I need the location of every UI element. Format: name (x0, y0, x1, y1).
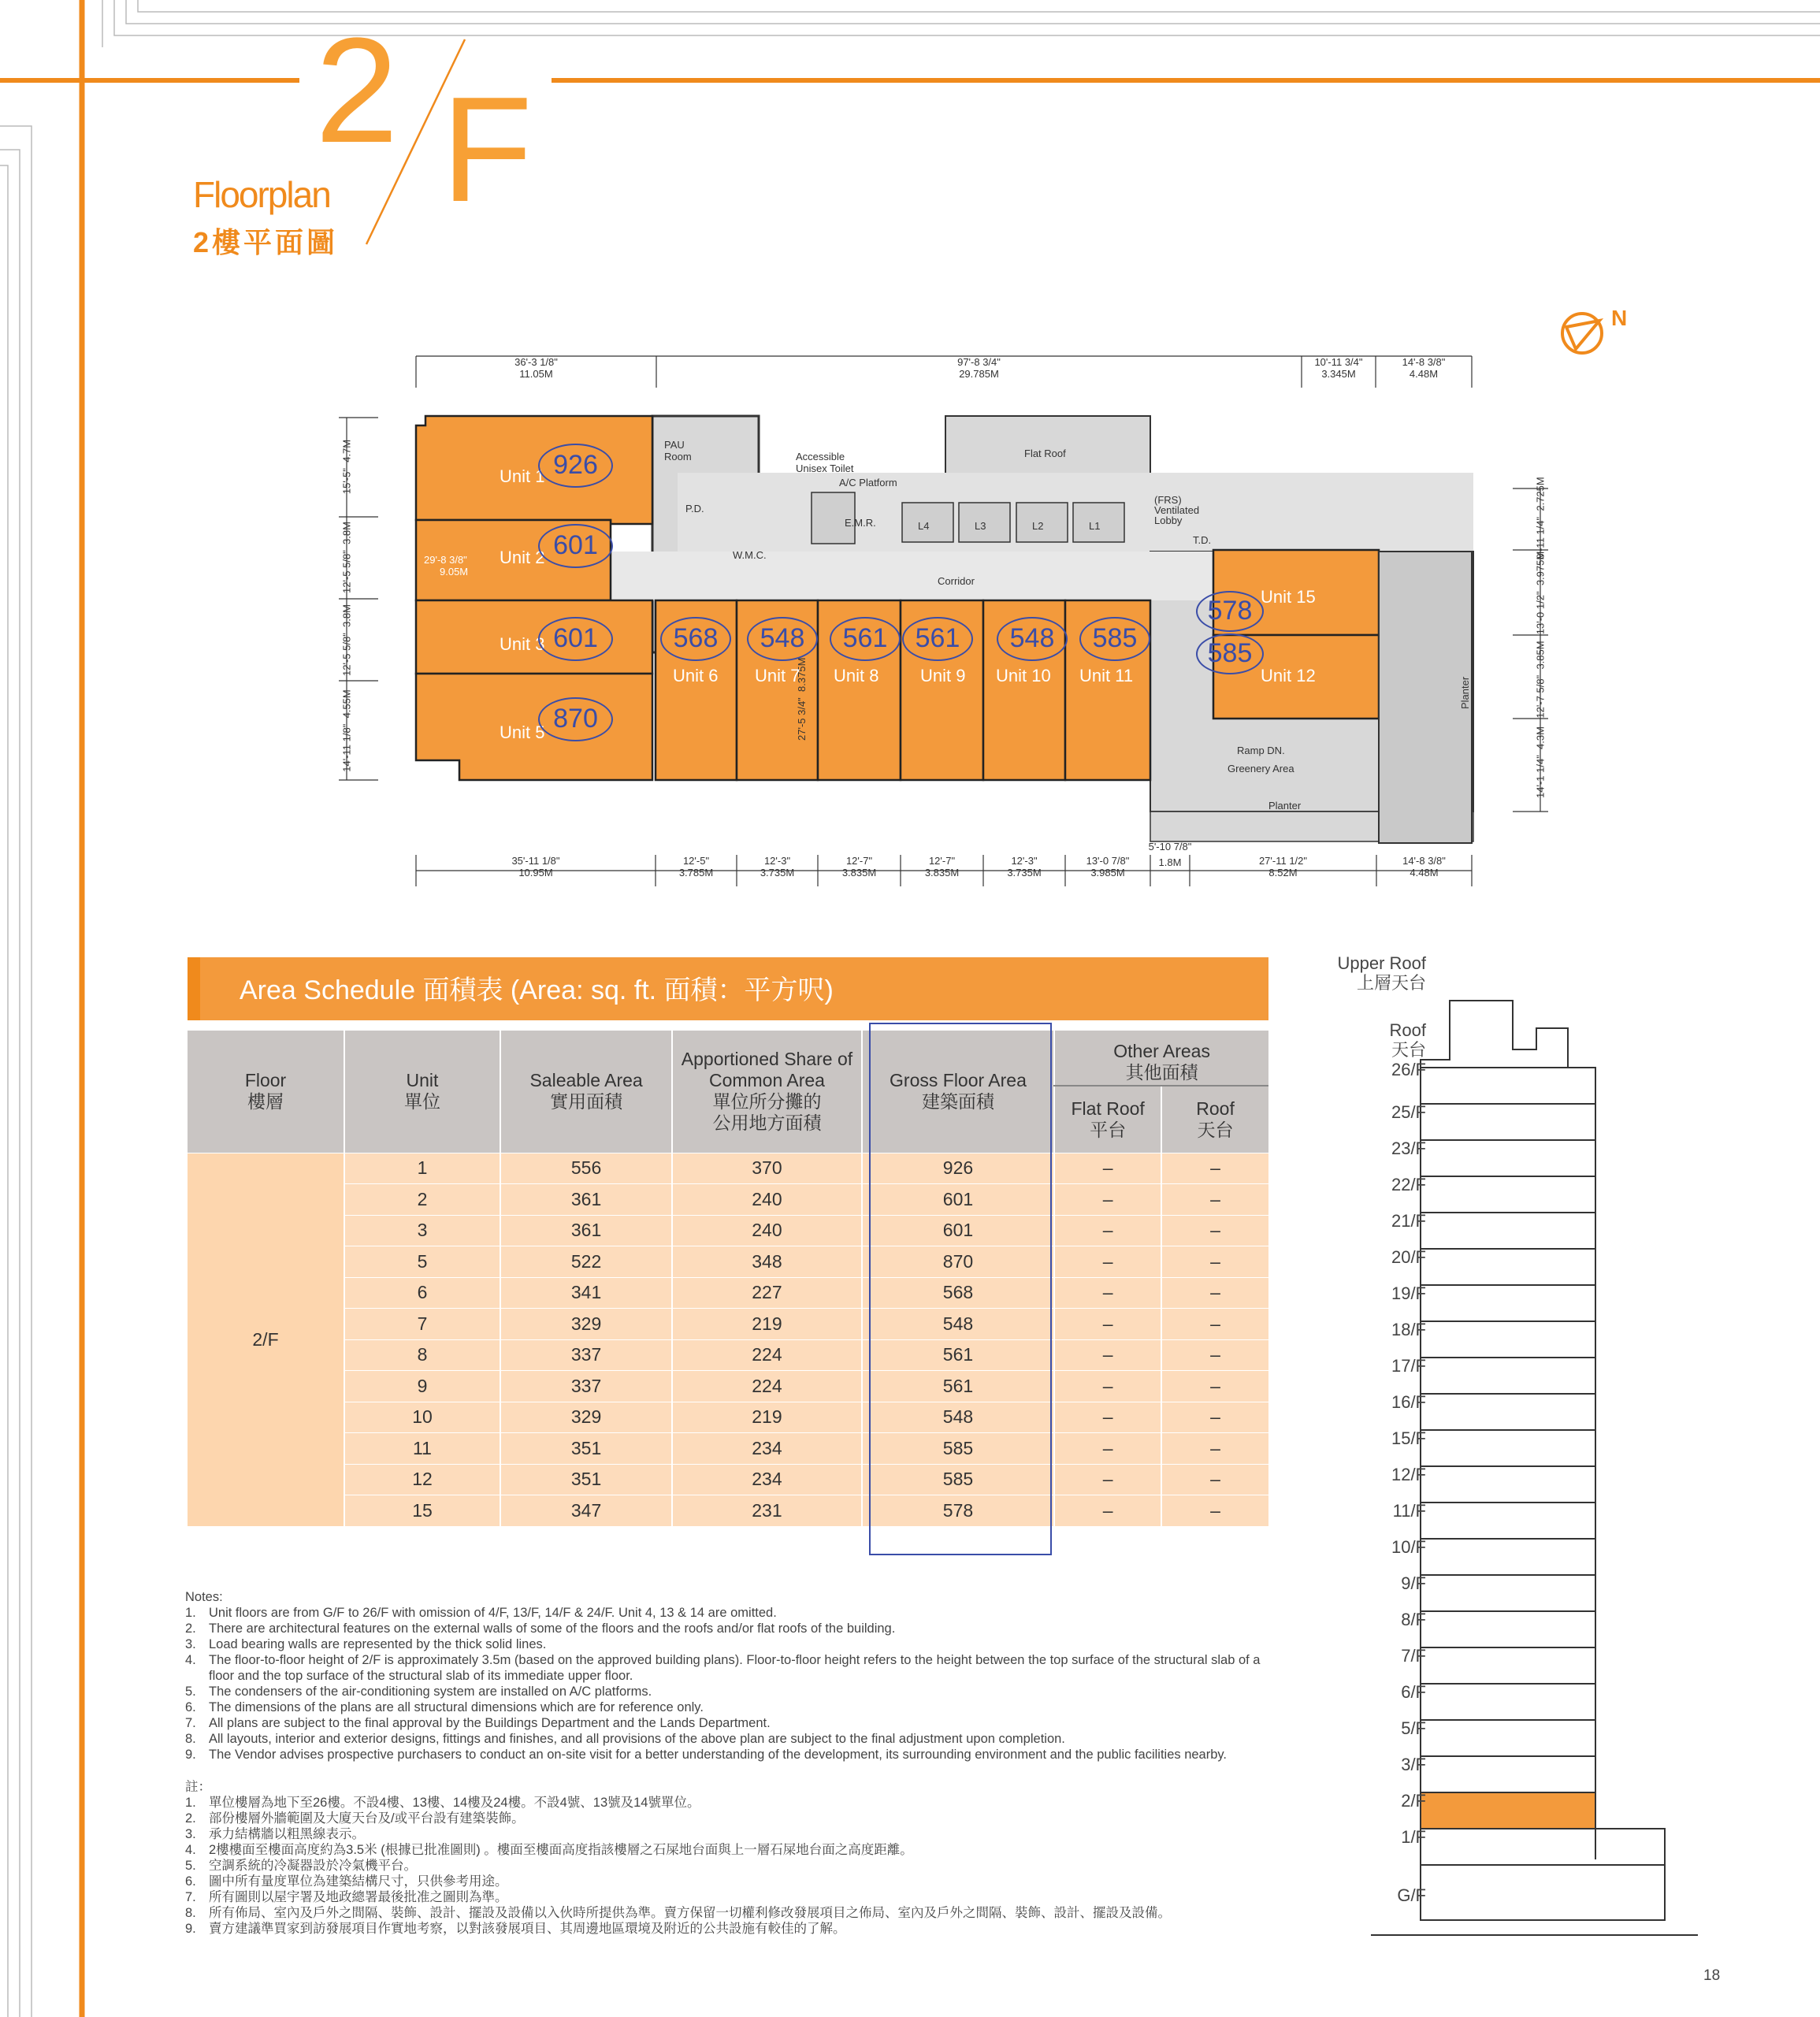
roof-label: Roof 天台 (1389, 1020, 1426, 1060)
section-floor-label: 7/F (1401, 1646, 1426, 1666)
left-dim-2: 12'-5 5/8" 3.8M (340, 522, 353, 593)
gfa-cell: 578 (862, 1495, 1055, 1526)
note-item-zh: 承力結構牆以粗黑線表示。 (209, 1827, 365, 1841)
section-floor-label: 26/F (1391, 1060, 1426, 1079)
apportioned-cell: 370 (672, 1153, 861, 1184)
gfa-cell: 568 (862, 1277, 1055, 1309)
section-floor-label: 5/F (1401, 1718, 1426, 1738)
apportioned-cell: 224 (672, 1339, 861, 1371)
section-floor-label: 20/F (1391, 1247, 1426, 1267)
section-floor-23f (1421, 1140, 1595, 1176)
top-dim-4: 14'-8 3/8" 4.48M (1402, 356, 1446, 380)
left-dim-4: 14'-11 1/8" 4.55M (340, 689, 353, 772)
planter-right-label: Planter (1459, 676, 1471, 709)
saleable-cell: 351 (500, 1433, 672, 1465)
roof-cell: – (1161, 1184, 1268, 1216)
gfa-cell: 585 (862, 1433, 1055, 1465)
lift-l4-label: L4 (918, 520, 930, 532)
table-row (188, 1339, 1268, 1371)
section-floor-label: 15/F (1391, 1428, 1426, 1448)
bottom-dim-6: 12'-3" 3.735M (1007, 855, 1042, 878)
unit-9-label: Unit 9 (920, 666, 966, 685)
note-item: The floor-to-floor height of 2/F is approximately 3.5m (based on the approved building plans). Floor-to-floor height refers to the height between the top surface of the structural slab of a floor and the top surface of the structural slab of its immediate upper floor. (209, 1653, 1261, 1683)
gfa-oval-unit-3: 601 (538, 617, 613, 661)
section-floor-16f (1421, 1394, 1595, 1430)
gfa-cell: 870 (862, 1246, 1055, 1278)
note-item: There are architectural features on the external walls of some of the floors and the roofs and/or flat roofs of the building. (209, 1621, 896, 1636)
floor-cell: 2/F (188, 1153, 344, 1526)
table-row (188, 1495, 1268, 1526)
right-dim-4: 14'-1 1/4" 4.3M (1534, 726, 1547, 798)
bottom-dim-5: 12'-7" 3.835M (924, 855, 960, 878)
floor-number-big: 2 (315, 7, 399, 174)
roof-cell: – (1161, 1464, 1268, 1495)
unit-cell: 12 (344, 1464, 500, 1495)
table-row (188, 1153, 1268, 1184)
bottom-dim-7: 13'-0 7/8" 3.985M (1086, 855, 1130, 878)
flat-roof-cell: – (1054, 1153, 1161, 1184)
note-item: Unit floors are from G/F to 26/F with omission of 4/F, 13/F, 14/F & 24/F. Unit 4, 13 & 14 are omitted. (209, 1606, 777, 1620)
gfa-oval-unit-6: 568 (660, 617, 731, 661)
table-row (188, 1184, 1268, 1216)
section-floor-26f (1421, 1068, 1595, 1104)
area-schedule-title: Area Schedule 面積表 (Area: sq. ft. 面積：平方呎) (240, 975, 834, 1005)
section-floor-15f (1421, 1430, 1595, 1466)
section-floor-label: 8/F (1401, 1610, 1426, 1629)
unit-cell: 15 (344, 1495, 500, 1526)
lift-l3-label: L3 (975, 520, 986, 532)
saleable-cell: 556 (500, 1153, 672, 1184)
col-roof: Roof 天台 (1161, 1086, 1268, 1153)
unit-2-label: Unit 2 (500, 548, 545, 567)
note-item: Load bearing walls are represented by the thick solid lines. (209, 1637, 547, 1651)
section-floor-label: 6/F (1401, 1682, 1426, 1702)
col-gfa: Gross Floor Area 建築面積 (862, 1031, 1055, 1153)
flat-roof-cell: – (1054, 1371, 1161, 1402)
gfa-oval-unit-7: 548 (747, 617, 818, 661)
section-floor-label: 1/F (1401, 1827, 1426, 1847)
apportioned-cell: 219 (672, 1402, 861, 1433)
notes-zh: 註： 1. 單位樓層為地下至26樓。不設4樓、13樓、14樓及24樓。不設4號、13號及14號單位。 2. 部份樓層外牆範圍及大廈天台及/或平台設有建築裝飾。 3. 承力結構牆以粗黑線表示。 4. 2樓樓面至樓面高度約為3.5米 (根據已批准圖則) 。樓面至樓面高度指該樓層之石屎地台面與上一層石屎地台面之高度距離。 5. 空調系統的冷凝器設於冷氣機平台。 6. 圖中所有量度單位為建築結構尺寸，只供參考用途。 7. 所有圖則以屋宇署及地政總署最後批准之圖則為準。 8. 所有佈局、室內及戶外之間隔、裝飾、設計、擺設及設備以入伙時所提供為準。賣方保留一切權利修改發展項目之佈局、室內及戶外之間隔、裝飾、設計、擺設及設備。 9. 賣方建議準買家到訪發展項目作實地考察，以對該發展項目、其周邊地區環境及附近的公共設施有較佳的了解。 (185, 1779, 1272, 1937)
section-floor-label: 17/F (1391, 1356, 1426, 1376)
flat-roof-cell: – (1054, 1339, 1161, 1371)
section-floor-19f (1421, 1285, 1595, 1321)
col-apportioned: Apportioned Share of Common Area 單位所分攤的 公用地方面積 (672, 1031, 861, 1153)
roof-cell: – (1161, 1433, 1268, 1465)
gfa-cell: 548 (862, 1402, 1055, 1433)
right-dim-2: 13'-0 1/2" 3.975M (1534, 551, 1547, 635)
section-floor-label: 23/F (1391, 1139, 1426, 1158)
unit8-dim-label: 27'-5 3/4" 8.375M (796, 657, 808, 741)
gfa-oval-unit-10: 548 (997, 617, 1068, 661)
unit-cell: 11 (344, 1433, 500, 1465)
col-unit: Unit 單位 (344, 1031, 500, 1153)
section-floor-label: 25/F (1391, 1102, 1426, 1122)
flat-roof-cell: – (1054, 1495, 1161, 1526)
saleable-cell: 329 (500, 1402, 672, 1433)
gfa-oval-unit-11: 585 (1079, 617, 1150, 661)
col-saleable: Saleable Area 實用面積 (500, 1031, 672, 1153)
toilet-label: Accessible Unisex Toilet (796, 451, 854, 474)
unit-11-label: Unit 11 (1079, 666, 1134, 685)
section-floor-3f (1421, 1756, 1595, 1792)
wmc-label: W.M.C. (733, 549, 767, 561)
pau-room-label: PAU Room (664, 439, 692, 462)
col-other-areas: Other Areas 其他面積 (1054, 1031, 1268, 1086)
section-floor-22f (1421, 1176, 1595, 1213)
col-flat-roof: Flat Roof 平台 (1054, 1086, 1161, 1153)
table-row (188, 1215, 1268, 1246)
notes-heading: Notes: (185, 1590, 223, 1604)
flat-roof-cell: – (1054, 1464, 1161, 1495)
corridor-label: Corridor (938, 575, 975, 587)
section-floor-6f (1421, 1684, 1595, 1720)
lift-l1-label: L1 (1089, 520, 1101, 532)
saleable-cell: 329 (500, 1309, 672, 1340)
table-row (188, 1371, 1268, 1402)
saleable-cell: 522 (500, 1246, 672, 1278)
apportioned-cell: 227 (672, 1277, 861, 1309)
table-row (188, 1464, 1268, 1495)
bottom-dim-8: 5'-10 7/8" 1.8M (1148, 841, 1192, 868)
section-floor-20f (1421, 1249, 1595, 1285)
flat-roof-label: Flat Roof (1024, 448, 1066, 459)
floorplan-title-en: Floorplan (193, 174, 330, 215)
bottom-dim-10: 14'-8 3/8" 4.48M (1402, 855, 1446, 878)
saleable-cell: 341 (500, 1277, 672, 1309)
north-label: N (1611, 306, 1628, 330)
unit-10-label: Unit 10 (996, 666, 1051, 685)
section-floor-10f (1421, 1539, 1595, 1575)
note-item-zh: 空調系統的冷凝器設於冷氣機平台。 (209, 1859, 417, 1873)
note-item-zh: 賣方建議準買家到訪發展項目作實地考察，以對該發展項目、其周邊地區環境及附近的公共設施有較佳的了解。 (209, 1922, 846, 1936)
saleable-cell: 337 (500, 1371, 672, 1402)
flat-roof-cell: – (1054, 1433, 1161, 1465)
ramp-label: Ramp DN. (1237, 745, 1285, 756)
flat-roof-cell: – (1054, 1215, 1161, 1246)
area-schedule-table (188, 1031, 1268, 1526)
saleable-cell: 351 (500, 1464, 672, 1495)
ac-platform-label: A/C Platform (839, 477, 897, 488)
section-floor-11f (1421, 1503, 1595, 1539)
section-floor-label: 9/F (1401, 1573, 1426, 1593)
gfa-cell: 561 (862, 1339, 1055, 1371)
saleable-cell: 361 (500, 1215, 672, 1246)
planter-bottom-label: Planter (1268, 800, 1302, 812)
section-floor-7f (1421, 1647, 1595, 1684)
section-floor-label: 12/F (1391, 1465, 1426, 1484)
section-floor-label: 3/F (1401, 1755, 1426, 1774)
table-row (188, 1433, 1268, 1465)
right-dim-1: 8'-11 1/4" 2.725M (1534, 477, 1547, 559)
section-floor-25f (1421, 1104, 1595, 1140)
roof-cell: – (1161, 1495, 1268, 1526)
apportioned-cell: 224 (672, 1371, 861, 1402)
apportioned-cell: 219 (672, 1309, 861, 1340)
lift-l2-label: L2 (1032, 520, 1044, 532)
gfa-oval-unit-9: 561 (902, 617, 973, 661)
roof-cell: – (1161, 1309, 1268, 1340)
roof-cell: – (1161, 1153, 1268, 1184)
gfa-column-highlight (869, 1023, 1052, 1555)
table-row (188, 1277, 1268, 1309)
gfa-cell: 601 (862, 1184, 1055, 1216)
col-floor: Floor 樓層 (188, 1031, 344, 1153)
unit-cell: 8 (344, 1339, 500, 1371)
unit-cell: 10 (344, 1402, 500, 1433)
td-label: T.D. (1193, 534, 1212, 546)
apportioned-cell: 240 (672, 1215, 861, 1246)
section-floor-label: 19/F (1391, 1283, 1426, 1303)
note-item: All plans are subject to the final approval by the Buildings Department and the Lands Department. (209, 1716, 771, 1730)
flat-roof-cell: – (1054, 1184, 1161, 1216)
apportioned-cell: 240 (672, 1184, 861, 1216)
roof-cell: – (1161, 1402, 1268, 1433)
apportioned-cell: 348 (672, 1246, 861, 1278)
note-item-zh: 所有圖則以屋宇署及地政總署最後批准之圖則為準。 (209, 1890, 508, 1904)
note-item-zh: 單位樓層為地下至26樓。不設4樓、13樓、14樓及24樓。不設4號、13號及14號單位。 (209, 1796, 700, 1810)
greenery-label: Greenery Area (1228, 763, 1294, 774)
unit-12-label: Unit 12 (1261, 666, 1316, 685)
flat-roof-cell: – (1054, 1246, 1161, 1278)
gfa-oval-unit-15: 578 (1196, 591, 1264, 632)
unit-6-label: Unit 6 (673, 666, 719, 685)
emr-label: E.M.R. (845, 517, 876, 529)
unit-7-label: Unit 7 (755, 666, 800, 685)
unit-cell: 1 (344, 1153, 500, 1184)
frs-lobby-label: (FRS) Ventilated Lobby (1154, 494, 1200, 526)
unit-8-label: Unit 8 (834, 666, 879, 685)
left-dim-3: 12'-5 5/8" 3.8M (340, 604, 353, 676)
note-item: The dimensions of the plans are all structural dimensions which are for reference only. (209, 1700, 704, 1714)
table-row (188, 1246, 1268, 1278)
unit-5-label: Unit 5 (500, 722, 545, 742)
right-dim-3: 12'-7 5/8" 3.85M (1534, 641, 1547, 719)
table-row (188, 1309, 1268, 1340)
section-floor-gf (1421, 1865, 1665, 1920)
section-floor-5f (1421, 1720, 1595, 1756)
section-floor-21f (1421, 1213, 1595, 1249)
top-dim-3: 10'-11 3/4" 3.345M (1314, 356, 1363, 380)
flat-roof-cell: – (1054, 1277, 1161, 1309)
bottom-dim-9: 27'-11 1/2" 8.52M (1258, 855, 1308, 878)
section-floor-17f (1421, 1358, 1595, 1394)
apportioned-cell: 234 (672, 1433, 861, 1465)
unit-cell: 5 (344, 1246, 500, 1278)
floor-letter-big: F (441, 66, 533, 233)
area-schedule-title-bar (188, 957, 1268, 1020)
roof-cell: – (1161, 1277, 1268, 1309)
section-floor-label: 10/F (1391, 1537, 1426, 1557)
upper-roof-label: Upper Roof 上層天台 (1337, 953, 1426, 993)
unit-cell: 2 (344, 1184, 500, 1216)
roof-cell: – (1161, 1339, 1268, 1371)
gfa-oval-unit-1: 926 (538, 444, 613, 488)
section-floor-label: G/F (1397, 1885, 1426, 1905)
note-item: The condensers of the air-conditioning system are installed on A/C platforms. (209, 1685, 652, 1699)
roof-cell: – (1161, 1215, 1268, 1246)
apportioned-cell: 234 (672, 1464, 861, 1495)
section-floor-2f (1421, 1792, 1595, 1829)
gfa-cell: 601 (862, 1215, 1055, 1246)
note-item-zh: 圖中所有量度單位為建築結構尺寸，只供參考用途。 (209, 1874, 508, 1889)
section-floor-label: 22/F (1391, 1175, 1426, 1194)
gfa-oval-unit-12: 585 (1196, 633, 1264, 674)
roof-cell: – (1161, 1246, 1268, 1278)
inner-dim-label: 29'-8 3/8" 9.05M (424, 554, 469, 578)
unit-cell: 6 (344, 1277, 500, 1309)
section-floor-8f (1421, 1611, 1595, 1647)
section-floor-label: 16/F (1391, 1392, 1426, 1412)
notes-en: Notes: 1. Unit floors are from G/F to 26/F with omission of 4/F, 13/F, 14/F & 24/F. Unit 4, 13 & 14 are omitted. 2. There are architectural features on the external walls of some of the floors and the roofs and/or flat roofs of the building. 3. Load bearing walls are represented by the thick solid lines. 4. The floor-to-floor height of 2/F is approximately 3.5m (based on the approved building plans). Floor-to-floor height refers to the height between the top surface of the structural slab of a floor and the top surface of the structural slab of its immediate upper floor. 5. The condensers of the air-conditioning system are installed on A/C platforms. 6. The dimensions of the plans are all structural dimensions which are for reference only. 7. All plans are subject to the final approval by the Buildings Department and the Lands Department. 8. All layouts, interior and exterior designs, fittings and finishes, and all provisions of the above plan are subject to the final adjustment upon completion. 9. The Vendor advises prospective purchasers to conduct an on-site visit for a better understanding of the development, its surrounding environment and the public facilities nearby. (185, 1589, 1272, 1763)
unit-cell: 7 (344, 1309, 500, 1340)
gfa-cell: 926 (862, 1153, 1055, 1184)
notes-heading-zh: 註： (185, 1780, 211, 1794)
section-floor-9f (1421, 1575, 1595, 1611)
top-dim-1: 36'-3 1/8" 11.05M (514, 356, 558, 380)
roof-cell: – (1161, 1371, 1268, 1402)
gfa-oval-unit-2: 601 (538, 524, 613, 568)
bottom-dim-2: 12'-5" 3.785M (678, 855, 714, 878)
gfa-cell: 548 (862, 1309, 1055, 1340)
top-dim-2: 97'-8 3/4" 29.785M (957, 356, 1001, 380)
section-floor-18f (1421, 1321, 1595, 1358)
section-floor-label: 21/F (1391, 1211, 1426, 1231)
note-item: The Vendor advises prospective purchasers to conduct an on-site visit for a better understanding of the development, its surrounding environment and the public facilities nearby. (209, 1748, 1228, 1762)
gfa-oval-unit-8: 561 (830, 617, 901, 661)
gfa-oval-unit-5: 870 (538, 697, 613, 741)
left-dim-1: 15'-5" 4.7M (340, 439, 353, 495)
bottom-dim-1: 35'-11 1/8" 10.95M (511, 855, 560, 878)
section-floor-12f (1421, 1466, 1595, 1503)
unit-3-label: Unit 3 (500, 634, 545, 654)
flat-roof-cell: – (1054, 1309, 1161, 1340)
gfa-cell: 561 (862, 1371, 1055, 1402)
unit-cell: 9 (344, 1371, 500, 1402)
gfa-cell: 585 (862, 1464, 1055, 1495)
saleable-cell: 337 (500, 1339, 672, 1371)
saleable-cell: 347 (500, 1495, 672, 1526)
section-floor-label: 11/F (1392, 1501, 1426, 1521)
note-item-zh: 2樓樓面至樓面高度約為3.5米 (根據已批准圖則) 。樓面至樓面高度指該樓層之石屎地台面與上一層石屎地台面之高度距離。 (209, 1843, 913, 1857)
flat-roof-cell: – (1054, 1402, 1161, 1433)
bottom-dim-3: 12'-3" 3.735M (760, 855, 795, 878)
apportioned-cell: 231 (672, 1495, 861, 1526)
unit-cell: 3 (344, 1215, 500, 1246)
page-number: 18 (1703, 1967, 1721, 1984)
note-item-zh: 部份樓層外牆範圍及大廈天台及/或平台設有建築裝飾。 (209, 1811, 525, 1826)
pd-label: P.D. (685, 503, 704, 514)
unit-1-label: Unit 1 (500, 466, 545, 486)
section-floor-label: 18/F (1391, 1320, 1426, 1339)
unit-15-label: Unit 15 (1261, 587, 1316, 607)
bottom-dim-4: 12'-7" 3.835M (841, 855, 877, 878)
table-row (188, 1402, 1268, 1433)
section-floor-1f (1421, 1829, 1665, 1865)
section-floor-label: 2/F (1401, 1791, 1426, 1811)
note-item-zh: 所有佈局、室內及戶外之間隔、裝飾、設計、擺設及設備以入伙時所提供為準。賣方保留一切權利修改發展項目之佈局、室內及戶外之間隔、裝飾、設計、擺設及設備。 (209, 1906, 1171, 1920)
floorplan-title-zh: 2樓平面圖 (193, 226, 339, 258)
saleable-cell: 361 (500, 1184, 672, 1216)
note-item: All layouts, interior and exterior designs, fittings and finishes, and all provisions of the above plan are subject to the final adjustment upon completion. (209, 1732, 1065, 1746)
